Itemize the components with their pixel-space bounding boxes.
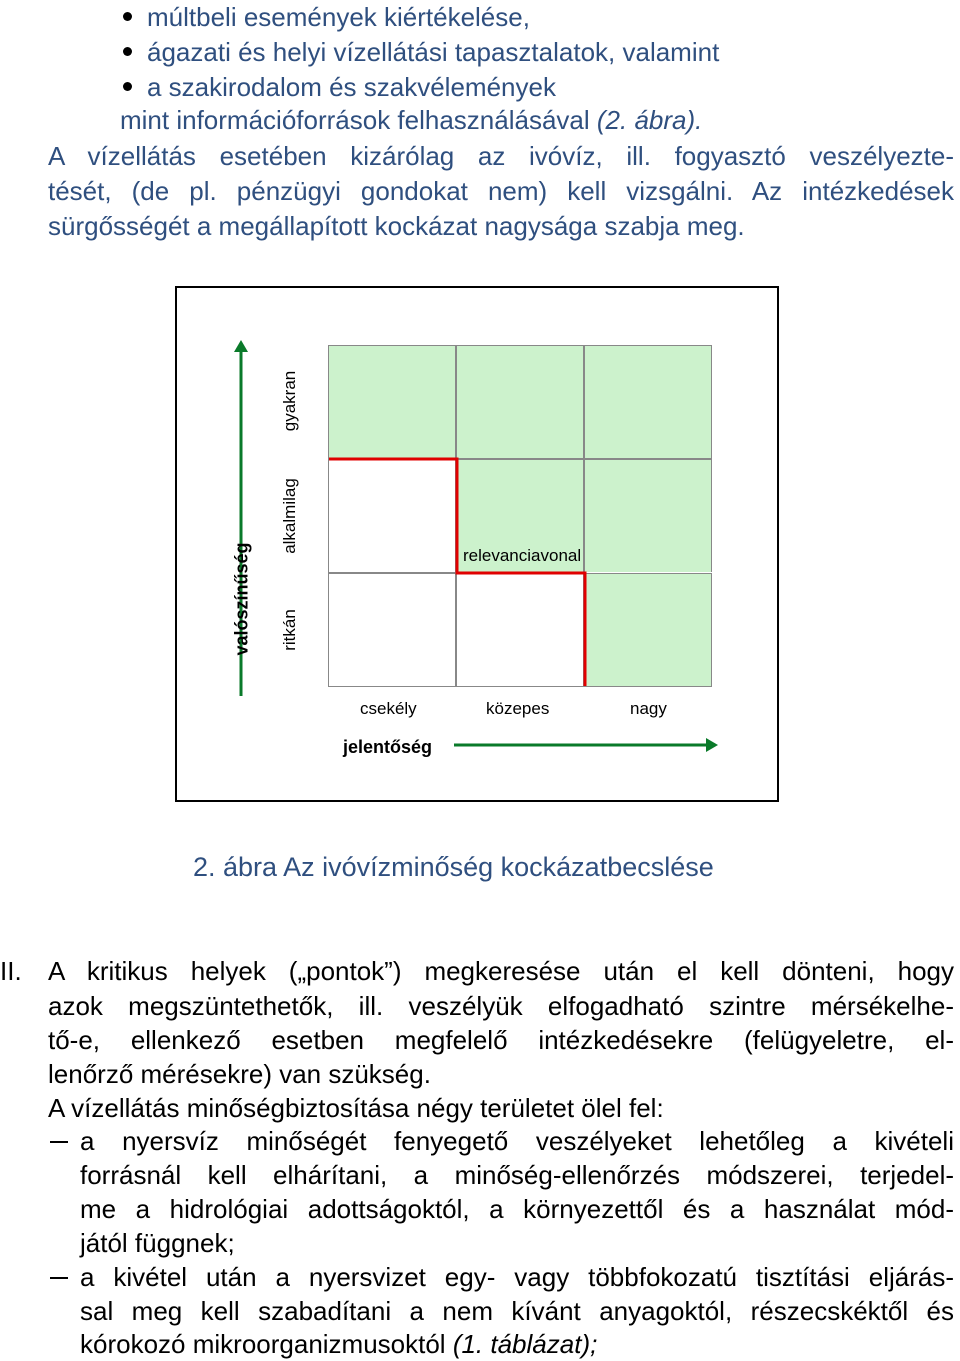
- y-axis-title: valószínűség: [231, 542, 252, 656]
- y-level-ritkan: ritkán: [280, 609, 299, 651]
- dash-icon: [50, 1141, 68, 1143]
- intro-line-1-ref: (2. ábra).: [596, 105, 703, 135]
- bullet-icon: [123, 12, 132, 21]
- risk-matrix-figure: [175, 286, 779, 802]
- item2-line-3-ref: (1. táblázat);: [452, 1329, 598, 1359]
- relevance-line-label: relevanciavonal: [463, 546, 582, 565]
- y-level-gyakran: gyakran: [280, 370, 299, 432]
- intro-line-1: [120, 103, 702, 137]
- intro-line-3: tését, (de pl. pénzügyi gondokat nem) kell vizsgálni. Az intézkedések: [48, 176, 954, 206]
- item2-line-2: sal meg kell szabadítani a nem kívánt anyagoktól, részecskéktől és: [80, 1296, 954, 1326]
- item1-line-1: a nyersvíz minőségét fenyegető veszélyeket lehetőleg a kivételi: [80, 1126, 954, 1156]
- x-level-csekely: csekély: [360, 699, 417, 718]
- bullet-icon: [123, 47, 132, 56]
- intro-line-2: A vízellátás esetében kizárólag az ivóvíz, ill. fogyasztó veszélyezte-: [48, 141, 954, 171]
- figure-caption: 2. ábra Az ivóvízminőség kockázatbecslése: [193, 852, 714, 882]
- intro-line-4: sürgősségét a megállapított kockázat nagysága szabja meg.: [48, 211, 745, 241]
- section-number: II.: [0, 956, 22, 986]
- intro-line-1-text: mint információforrások felhasználásával: [120, 105, 597, 135]
- item1-line-4: jától függnek;: [80, 1228, 235, 1258]
- section-line-1: A kritikus helyek („pontok”) megkeresése után el kell dönteni, hogy: [48, 956, 954, 986]
- item2-line-1: a kivétel után a nyersvizet egy- vagy többfokozatú tisztítási eljárás-: [80, 1262, 954, 1292]
- item2-line-3-text: kórokozó mikroorganizmusoktól: [80, 1329, 453, 1359]
- bullet-item-2: ágazati és helyi vízellátási tapasztalatok, valamint: [147, 37, 720, 67]
- x-level-nagy: nagy: [630, 699, 667, 718]
- y-level-alkalmilag: alkalmilag: [280, 478, 299, 554]
- x-axis-title: jelentőség: [343, 737, 433, 757]
- dash-icon: [50, 1277, 68, 1279]
- bullet-item-1: múltbeli események kiértékelése,: [147, 2, 530, 32]
- x-axis-arrow-icon: [452, 735, 722, 755]
- item2-line-3: [80, 1327, 597, 1361]
- item1-line-3: me a hidrológiai adottságoktól, a környezettől és a használat mód-: [80, 1194, 954, 1224]
- relevance-line: [177, 288, 777, 800]
- item1-line-2: forrásnál kell elhárítani, a minőség-ellenőrzés módszerei, terjedel-: [80, 1160, 954, 1190]
- bullet-item-3: a szakirodalom és szakvélemények: [147, 72, 556, 102]
- section-line-2: azok megszüntethetők, ill. veszélyük elfogadható szintre mérsékelhe-: [48, 991, 954, 1021]
- section-line-3: tő-e, ellenkező esetben megfelelő intézkedésekre (felügyeletre, el-: [48, 1025, 954, 1055]
- x-level-kozepes: közepes: [486, 699, 550, 718]
- section-line-4: lenőrző mérésekre) van szükség.: [48, 1059, 431, 1089]
- section-intro: A vízellátás minőségbiztosítása négy területet ölel fel:: [48, 1093, 664, 1123]
- bullet-icon: [123, 82, 132, 91]
